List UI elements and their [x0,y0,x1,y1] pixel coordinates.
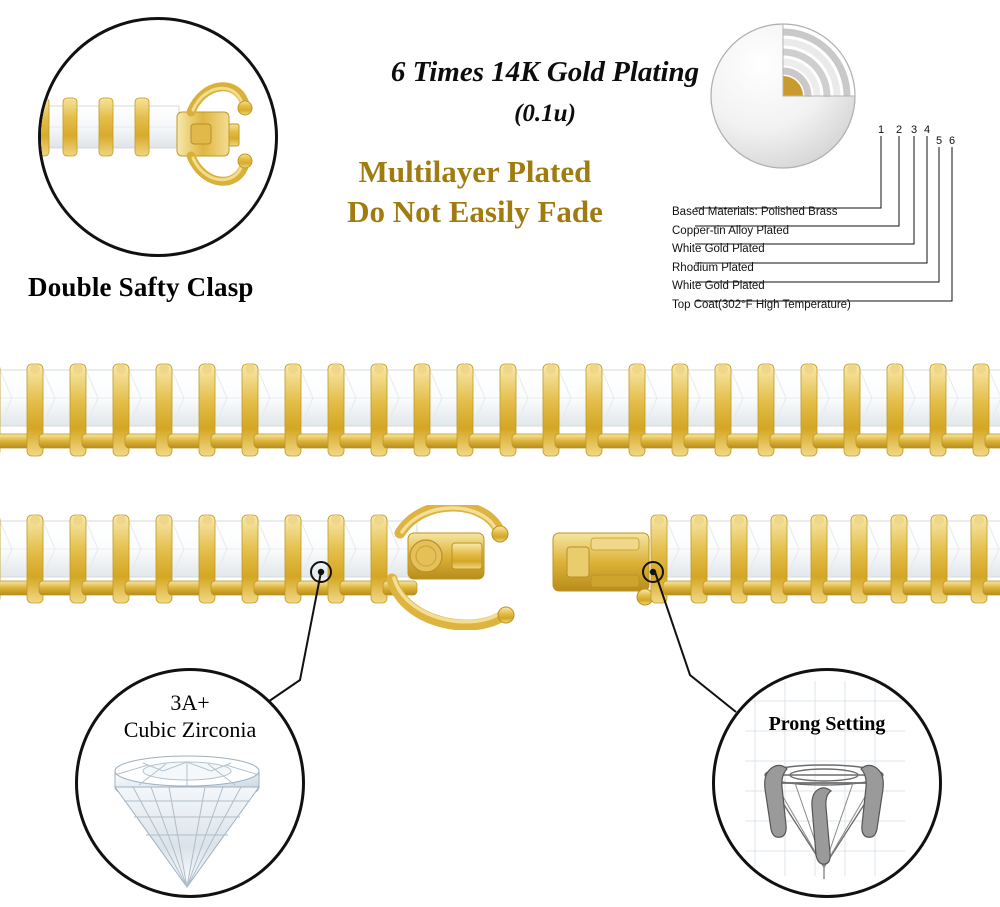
layer-number-4: 4 [924,124,931,136]
clasp-label: Double Safty Clasp [28,272,254,302]
cz-grade: 3A+ [170,690,210,715]
bracelet-clasp-box-illustration [545,505,1000,630]
headline-multilayer-line1: Multilayer Plated [358,154,592,189]
layer-legend-item-2: Copper-tin Alloy Plated [672,224,789,237]
layer-legend-item-3: White Gold Plated [672,243,765,256]
headline-multilayer [270,152,680,232]
clasp-closeup-circle [38,17,278,257]
layer-legend-item-6: Top Coat(302°F High Temperature) [672,298,851,311]
layer-number-5: 5 [936,135,943,147]
layer-legend-item-5: White Gold Plated [672,280,765,293]
bracelet-strip-bottom-right [545,505,1000,630]
layer-number-2: 2 [896,124,903,136]
layer-number-1: 1 [878,124,885,136]
bracelet-strip-top [0,356,1000,481]
layer-legend-item-4: Rhodium Plated [672,261,754,274]
cubic-zirconia-callout-circle [75,668,305,898]
cz-material: Cubic Zirconia [123,717,257,742]
diamond-illustration [78,671,296,889]
prong-setting-illustration [715,671,933,889]
layer-number-3: 3 [911,124,918,136]
headline-multilayer-line2: Do Not Easily Fade [347,194,603,229]
bracelet-clasp-open-illustration [0,505,540,630]
prong-setting-caption: Prong Setting [768,713,886,735]
clasp-closeup-illustration [41,20,269,248]
bracelet-strip-bottom-left [0,505,540,630]
plating-layer-legend [672,203,902,315]
headline-thickness: (0.1u) [514,100,576,127]
headline-plating: 6 Times 14K Gold Plating [390,56,700,88]
layer-legend-item-1: Based Materials: Polished Brass [672,206,838,218]
prong-setting-callout-circle [712,668,942,898]
bracelet-strip-top-illustration [0,356,1000,481]
layer-number-6: 6 [949,135,956,147]
